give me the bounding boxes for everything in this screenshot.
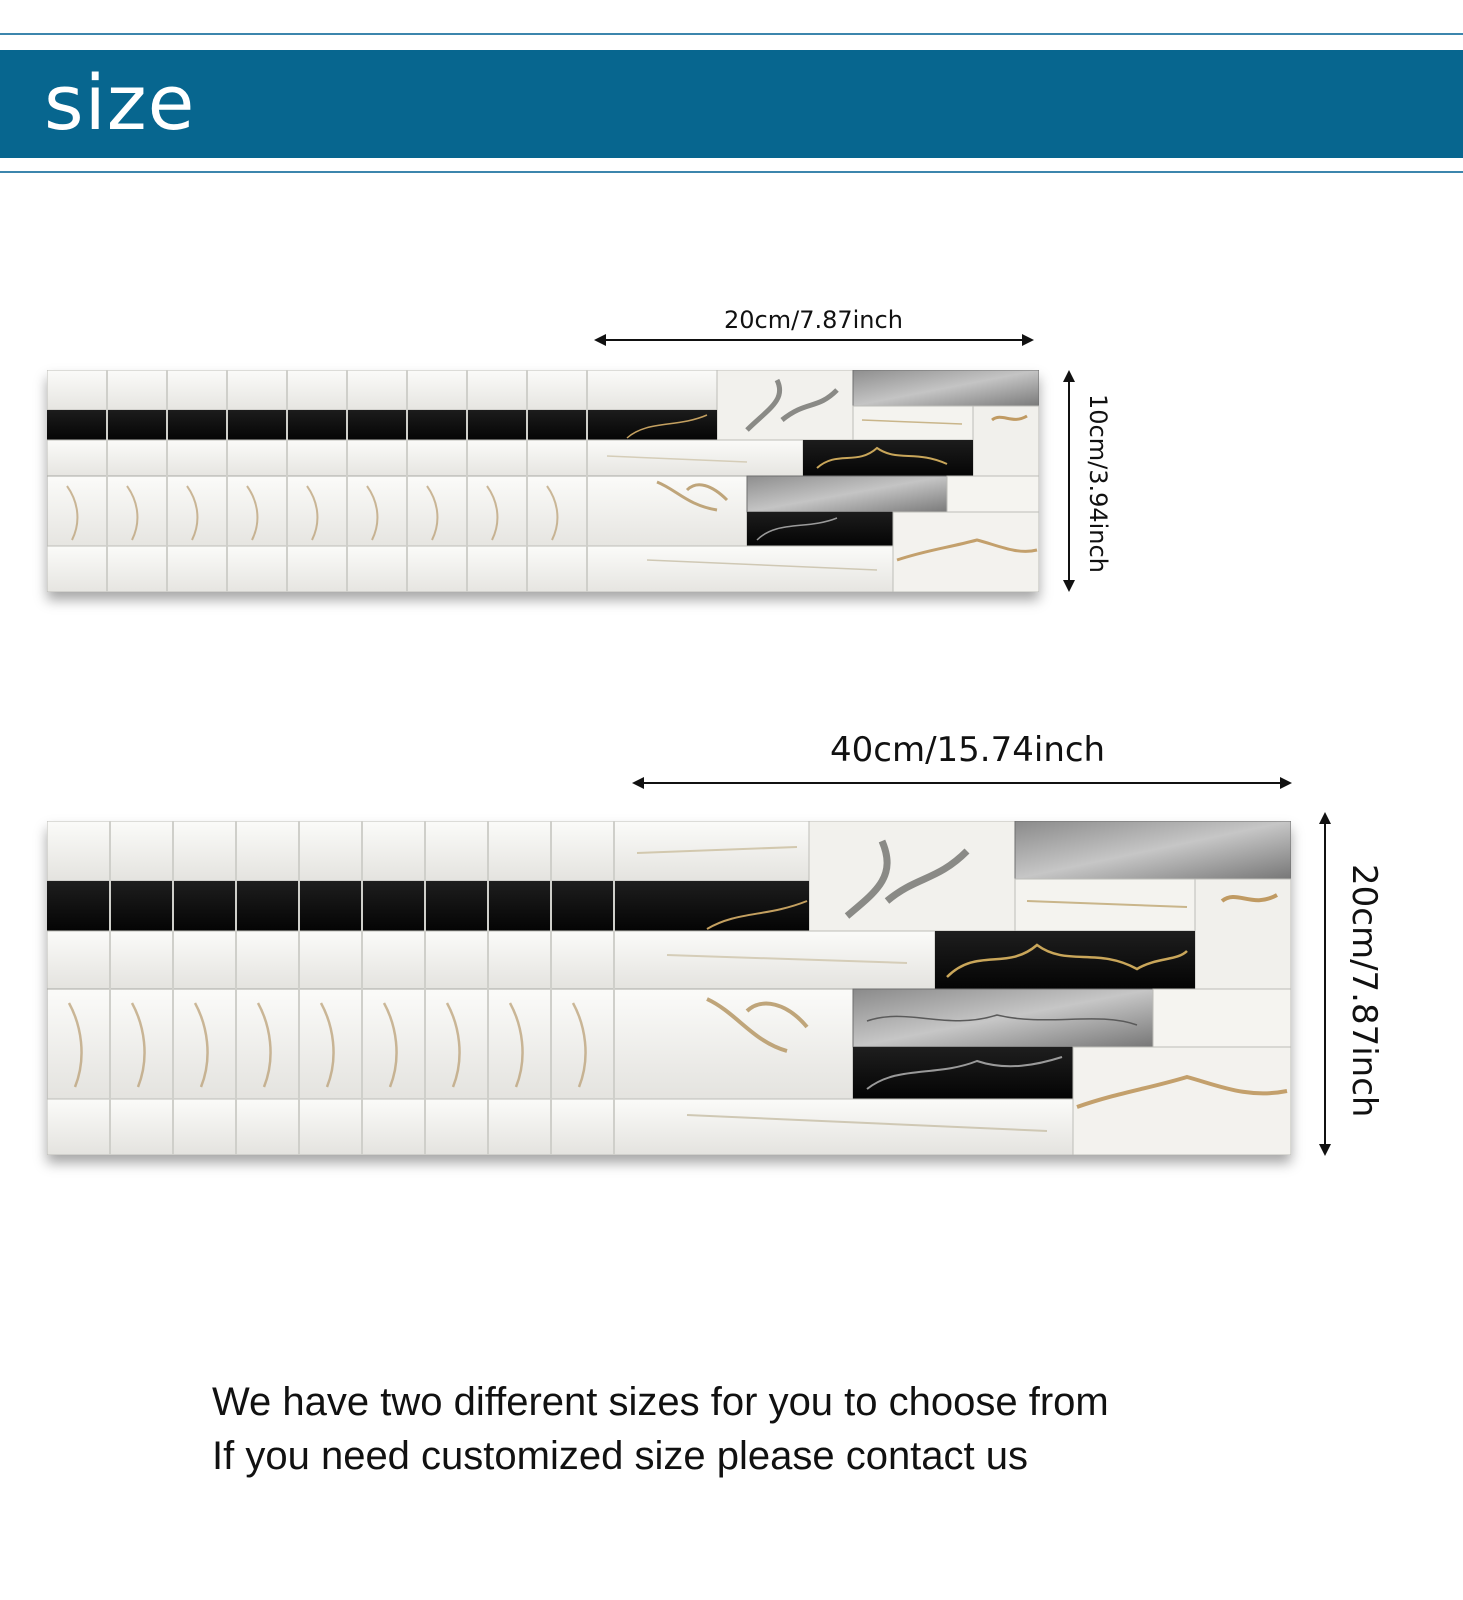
- small-height-label: 10cm/3.94inch: [1084, 394, 1112, 573]
- small-width-arrow: [594, 330, 1034, 350]
- large-height-label: 20cm/7.87inch: [1344, 864, 1384, 1118]
- header-banner: [0, 50, 1463, 158]
- small-height-arrow: [1059, 370, 1079, 592]
- large-tile-panel: [47, 821, 1291, 1155]
- large-tile-graphic: [47, 821, 1291, 1155]
- small-width-label: 20cm/7.87inch: [724, 306, 903, 334]
- caption-line-1: We have two different sizes for you to choose from: [212, 1380, 1109, 1424]
- top-rule: [0, 33, 1463, 35]
- small-tile-panel: [47, 370, 1039, 592]
- large-height-arrow: [1315, 812, 1335, 1156]
- small-tile-graphic: [47, 370, 1039, 592]
- large-width-label: 40cm/15.74inch: [830, 730, 1106, 770]
- large-width-arrow: [632, 773, 1292, 793]
- caption-text: [212, 1375, 1109, 1483]
- caption-line-2: If you need customized size please contact us: [212, 1434, 1029, 1478]
- bottom-rule: [0, 171, 1463, 173]
- page-title: size: [44, 58, 196, 147]
